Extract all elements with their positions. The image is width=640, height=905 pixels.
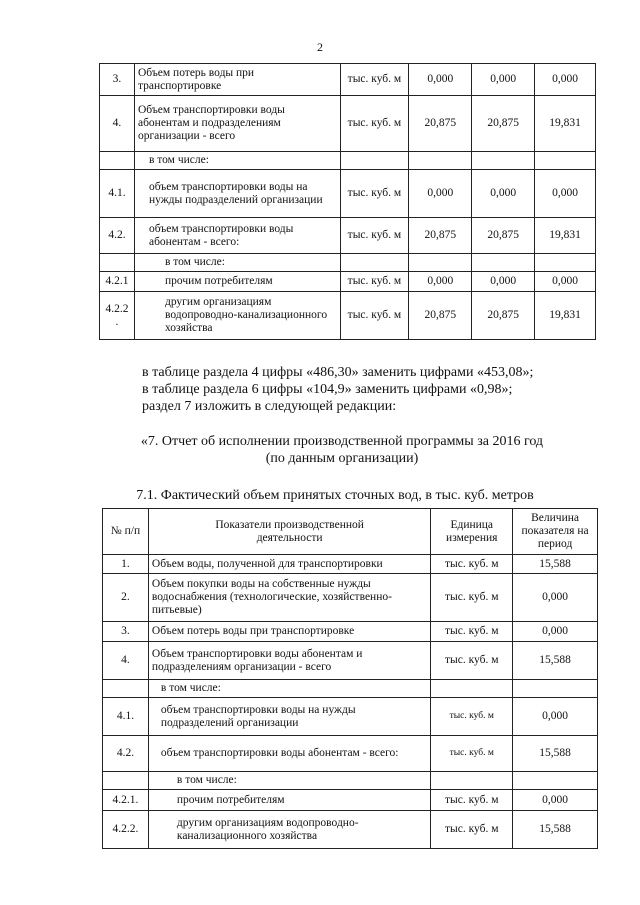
row-indicator: объем транспортировки воды абонентам - всего: xyxy=(148,736,430,772)
row-value-2: 0,000 xyxy=(472,64,535,96)
row-number: 4.2.2. xyxy=(103,811,149,849)
section-subtitle: (по данным организации) xyxy=(265,451,419,466)
row-indicator: в том числе: xyxy=(134,254,340,272)
row-indicator: Объем транспортировки воды абонентам и подразделениям организации - всего xyxy=(134,96,340,152)
row-unit: тыс. куб. м xyxy=(431,790,513,811)
row-indicator: Объем транспортировки воды абонентам и подразделениям организации - всего xyxy=(148,642,430,680)
row-unit: тыс. куб. м xyxy=(340,218,409,254)
row-value-2 xyxy=(472,254,535,272)
row-number: 4.1. xyxy=(103,698,149,736)
row-value: 15,588 xyxy=(513,642,598,680)
header-unit: Единица измерения xyxy=(431,509,513,555)
amendment-paragraph-1: в таблице раздела 4 цифры «486,30» заменить цифрами «453,08»; xyxy=(142,365,534,380)
header-number: № п/п xyxy=(103,509,149,555)
row-unit: тыс. куб. м xyxy=(431,574,513,622)
row-number: 3. xyxy=(103,622,149,642)
row-number: 3. xyxy=(100,64,135,96)
row-unit xyxy=(340,254,409,272)
row-number xyxy=(103,772,149,790)
row-unit xyxy=(340,152,409,170)
table-row xyxy=(103,680,598,698)
row-number: 4.2.2 . xyxy=(100,292,135,340)
row-number: 4.2. xyxy=(103,736,149,772)
row-value: 15,588 xyxy=(513,555,598,574)
row-unit xyxy=(431,772,513,790)
row-indicator: в том числе: xyxy=(148,680,430,698)
row-value-1 xyxy=(409,152,472,170)
row-unit: тыс. куб. м xyxy=(431,642,513,680)
row-number: 4.2. xyxy=(100,218,135,254)
table-row xyxy=(100,96,596,152)
row-value xyxy=(513,680,598,698)
row-unit: тыс. куб. м xyxy=(340,96,409,152)
row-value: 15,588 xyxy=(513,811,598,849)
continued-table xyxy=(99,63,596,340)
table-row xyxy=(103,772,598,790)
row-value-3 xyxy=(535,152,596,170)
table-row xyxy=(100,64,596,96)
row-value-1: 0,000 xyxy=(409,272,472,292)
row-unit: тыс. куб. м xyxy=(431,736,513,772)
row-indicator: прочим потребителям xyxy=(148,790,430,811)
row-value: 15,588 xyxy=(513,736,598,772)
row-indicator: Объем покупки воды на собственные нужды водоснабжения (технологические, хозяйственно-питьевые) xyxy=(148,574,430,622)
row-value: 0,000 xyxy=(513,790,598,811)
table-row xyxy=(100,254,596,272)
row-unit: тыс. куб. м xyxy=(340,292,409,340)
row-number: 4.1. xyxy=(100,170,135,218)
row-indicator: Объем воды, полученной для транспортировки xyxy=(148,555,430,574)
table-row xyxy=(103,642,598,680)
table-row xyxy=(103,736,598,772)
table-row xyxy=(100,292,596,340)
row-value-2 xyxy=(472,152,535,170)
row-value-3 xyxy=(535,254,596,272)
row-value xyxy=(513,772,598,790)
row-indicator: объем транспортировки воды на нужды подразделений организации xyxy=(148,698,430,736)
amendment-paragraph-2: в таблице раздела 6 цифры «104,9» заменить цифрами «0,98»; xyxy=(142,382,513,397)
row-value-3: 0,000 xyxy=(535,170,596,218)
table-row xyxy=(100,152,596,170)
table-row xyxy=(103,811,598,849)
row-value-3: 0,000 xyxy=(535,64,596,96)
row-value: 0,000 xyxy=(513,698,598,736)
row-unit: тыс. куб. м xyxy=(431,698,513,736)
table-row xyxy=(103,555,598,574)
section-title: «7. Отчет об исполнении производственной программы за 2016 год xyxy=(140,434,544,449)
table-row xyxy=(100,170,596,218)
table-row xyxy=(103,790,598,811)
row-value-2: 20,875 xyxy=(472,218,535,254)
row-unit: тыс. куб. м xyxy=(431,811,513,849)
row-unit: тыс. куб. м xyxy=(340,170,409,218)
row-indicator: в том числе: xyxy=(134,152,340,170)
row-value-1: 0,000 xyxy=(409,64,472,96)
row-value-3: 19,831 xyxy=(535,218,596,254)
table-row xyxy=(100,272,596,292)
row-value-3: 19,831 xyxy=(535,292,596,340)
row-unit xyxy=(431,680,513,698)
table-row xyxy=(103,698,598,736)
row-number: 4.2.1. xyxy=(103,790,149,811)
table-row xyxy=(103,622,598,642)
row-indicator: объем транспортировки воды на нужды подразделений организации xyxy=(134,170,340,218)
row-value-2: 20,875 xyxy=(472,292,535,340)
row-indicator: прочим потребителям xyxy=(134,272,340,292)
row-number: 4.2.1 xyxy=(100,272,135,292)
row-indicator: другим организациям водопроводно-канализационного хозяйства xyxy=(134,292,340,340)
row-value-1: 20,875 xyxy=(409,96,472,152)
header-value: Величина показателя на период xyxy=(513,509,598,555)
row-value-1: 20,875 xyxy=(409,292,472,340)
row-number xyxy=(100,254,135,272)
table-row xyxy=(103,574,598,622)
row-value-3: 0,000 xyxy=(535,272,596,292)
report-table xyxy=(102,508,598,849)
row-value-2: 0,000 xyxy=(472,170,535,218)
row-value-1: 0,000 xyxy=(409,170,472,218)
row-unit: тыс. куб. м xyxy=(431,555,513,574)
row-number: 4. xyxy=(103,642,149,680)
row-value-1 xyxy=(409,254,472,272)
row-number: 1. xyxy=(103,555,149,574)
row-unit: тыс. куб. м xyxy=(340,64,409,96)
row-unit: тыс. куб. м xyxy=(431,622,513,642)
row-indicator: Объем потерь воды при транспортировке xyxy=(134,64,340,96)
page-number: 2 xyxy=(317,40,323,54)
row-number: 2. xyxy=(103,574,149,622)
row-value-1: 20,875 xyxy=(409,218,472,254)
row-indicator: другим организациям водопроводно-канализационного хозяйства xyxy=(148,811,430,849)
row-value: 0,000 xyxy=(513,574,598,622)
subsection-title: 7.1. Фактический объем принятых сточных вод, в тыс. куб. метров xyxy=(136,488,534,503)
row-number xyxy=(100,152,135,170)
row-number: 4. xyxy=(100,96,135,152)
row-number xyxy=(103,680,149,698)
row-indicator: объем транспортировки воды абонентам - всего: xyxy=(134,218,340,254)
row-indicator: Объем потерь воды при транспортировке xyxy=(148,622,430,642)
row-value-2: 20,875 xyxy=(472,96,535,152)
table-header-row xyxy=(103,509,598,555)
table-row xyxy=(100,218,596,254)
row-indicator: в том числе: xyxy=(148,772,430,790)
row-value: 0,000 xyxy=(513,622,598,642)
row-value-2: 0,000 xyxy=(472,272,535,292)
amendment-paragraph-3: раздел 7 изложить в следующей редакции: xyxy=(142,399,397,414)
row-value-3: 19,831 xyxy=(535,96,596,152)
row-unit: тыс. куб. м xyxy=(340,272,409,292)
header-indicator: Показатели производственной деятельности xyxy=(148,509,430,555)
